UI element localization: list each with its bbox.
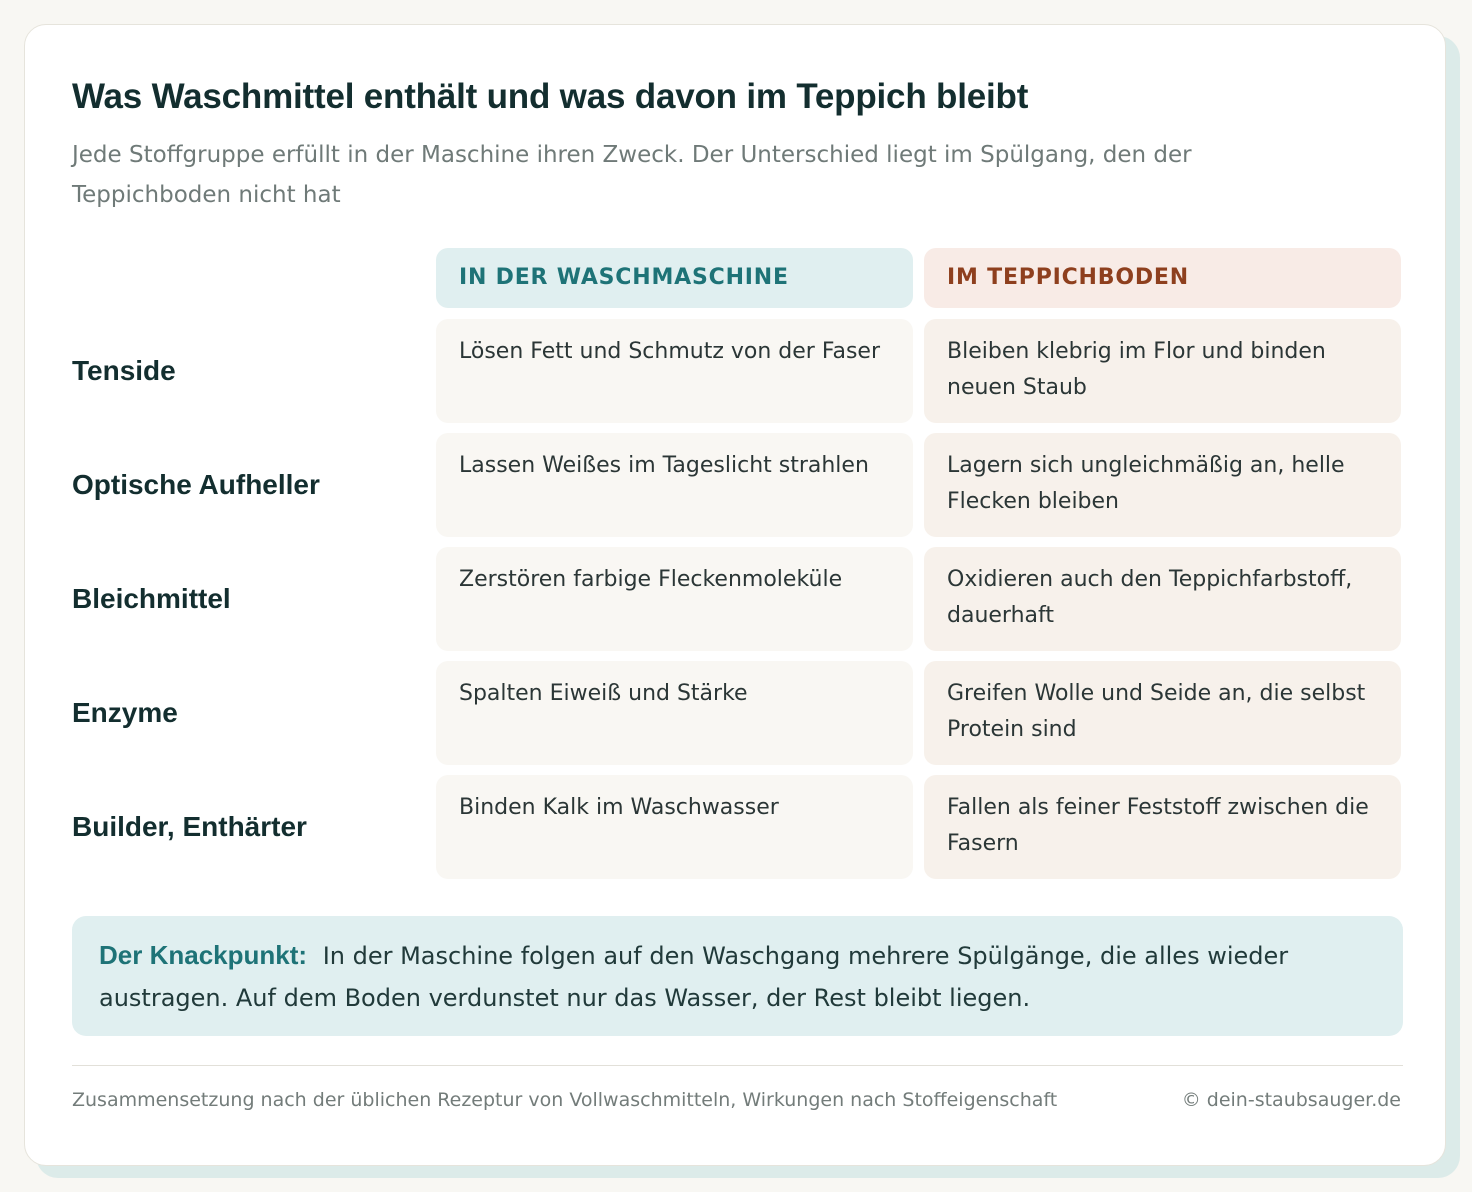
cell-carpet-optische-aufheller: Lagern sich ungleichmäßig an, helle Flecken bleiben [924,433,1401,537]
row-label-bleichmittel: Bleichmittel [72,583,231,614]
cell-carpet-tenside: Bleiben klebrig im Flor und binden neuen Staub [924,319,1401,423]
row-label-tenside: Tenside [72,355,176,386]
row-label-builder: Builder, Enthärter [72,811,307,842]
cell-machine-bleichmittel: Zerstören farbige Fleckenmoleküle [436,547,913,651]
footer-divider [72,1065,1403,1066]
callout-text: In der Maschine folgen auf den Waschgang mehrere Spülgänge, die alles wieder austragen. Auf dem Boden verdunstet nur das Wasser, der Rest bleibt liegen. [99,942,1289,1012]
source-note: Zusammensetzung nach der üblichen Rezeptur von Vollwaschmitteln, Wirkungen nach Stoffeigenschaft [72,1089,1058,1111]
cell-carpet-enzyme: Greifen Wolle und Seide an, die selbst Protein sind [924,661,1401,765]
page-title: Was Waschmittel enthält und was davon im Teppich bleibt [72,77,1029,116]
row-label-enzyme: Enzyme [72,697,178,728]
cell-carpet-builder: Fallen als feiner Feststoff zwischen die Fasern [924,775,1401,879]
column-header-machine: IN DER WASCHMASCHINE [436,248,913,308]
column-header-carpet: IM TEPPICHBODEN [924,248,1401,308]
cell-machine-enzyme: Spalten Eiweiß und Stärke [436,661,913,765]
page-subtitle: Jede Stoffgruppe erfüllt in der Maschine ihren Zweck. Der Unterschied liegt im Spülgang, den der Teppichboden nicht hat [72,142,1192,208]
cell-machine-builder: Binden Kalk im Waschwasser [436,775,913,879]
cell-machine-tenside: Lösen Fett und Schmutz von der Faser [436,319,913,423]
infographic-card [24,24,1446,1166]
row-label-optische-aufheller: Optische Aufheller [72,469,320,500]
cell-carpet-bleichmittel: Oxidieren auch den Teppichfarbstoff, dauerhaft [924,547,1401,651]
copyright-notice: © dein-staubsauger.de [1181,1089,1401,1111]
callout-label: Der Knackpunkt: [99,940,308,970]
cell-machine-optische-aufheller: Lassen Weißes im Tageslicht strahlen [436,433,913,537]
key-point-callout [72,916,1403,1036]
